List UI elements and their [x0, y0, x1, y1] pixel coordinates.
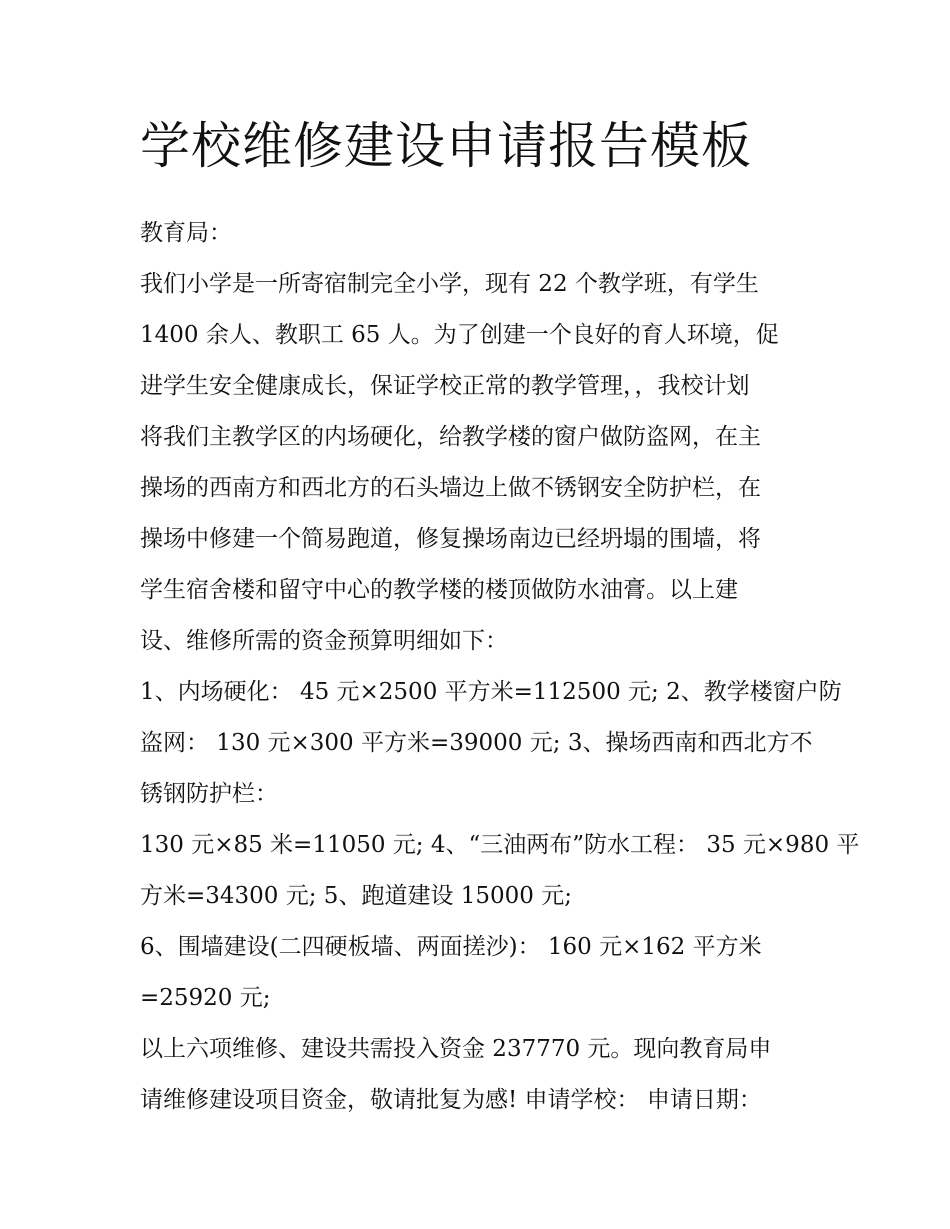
document-page: [140, 112, 860, 1126]
text-line: 1400 余人、教职工 65 人。为了创建一个良好的育人环境，促: [140, 322, 779, 348]
text-line: 盗网： 130 元×300 平方米=39000 元; 3、操场西南和西北方不: [140, 730, 813, 756]
text-line: 进学生安全健康成长，保证学校正常的教学管理，，我校计划: [140, 373, 750, 399]
text-line: 请维修建设项目资金，敬请批复为感! 申请学校： 申请日期：: [140, 1087, 762, 1113]
text-line: 操场的西南方和西北方的石头墙边上做不锈钢安全防护栏，在: [140, 475, 761, 501]
text-line: 方米=34300 元; 5、跑道建设 15000 元;: [140, 883, 572, 909]
text-line: 6、围墙建设(二四硬板墙、两面搓沙)： 160 元×162 平方米: [140, 934, 762, 960]
text-line: 锈钢防护栏：: [140, 781, 278, 807]
intro-paragraph: [140, 259, 820, 667]
text-line: 操场中修建一个简易跑道，修复操场南边已经坍塌的围墙，将: [140, 526, 761, 552]
budget-items-paragraph-2: [140, 820, 860, 922]
text-line: 学生宿舍楼和留守中心的教学楼的楼顶做防水油膏。以上建: [140, 577, 738, 603]
budget-items-paragraph-3: [140, 922, 820, 1024]
text-line: 130 元×85 米=11050 元; 4、“三油两布”防水工程： 35 元×980 平: [140, 832, 860, 858]
text-line: 以上六项维修、建设共需投入资金 237770 元。现向教育局申: [140, 1036, 772, 1062]
closing-paragraph: [140, 1024, 820, 1126]
text-line: 教育局：: [140, 220, 232, 246]
budget-items-paragraph-1: [140, 667, 842, 820]
text-line: =25920 元;: [140, 985, 271, 1011]
salutation-paragraph: [140, 208, 820, 259]
text-line: 将我们主教学区的内场硬化，给教学楼的窗户做防盗网，在主: [140, 424, 761, 450]
text-line: 1、内场硬化： 45 元×2500 平方米=112500 元; 2、教学楼窗户防: [140, 679, 842, 705]
text-line: 我们小学是一所寄宿制完全小学，现有 22 个教学班，有学生: [140, 271, 759, 297]
document-body: [140, 208, 860, 1126]
text-line: 设、维修所需的资金预算明细如下：: [140, 628, 508, 654]
document-title: 学校维修建设申请报告模板: [140, 117, 752, 175]
